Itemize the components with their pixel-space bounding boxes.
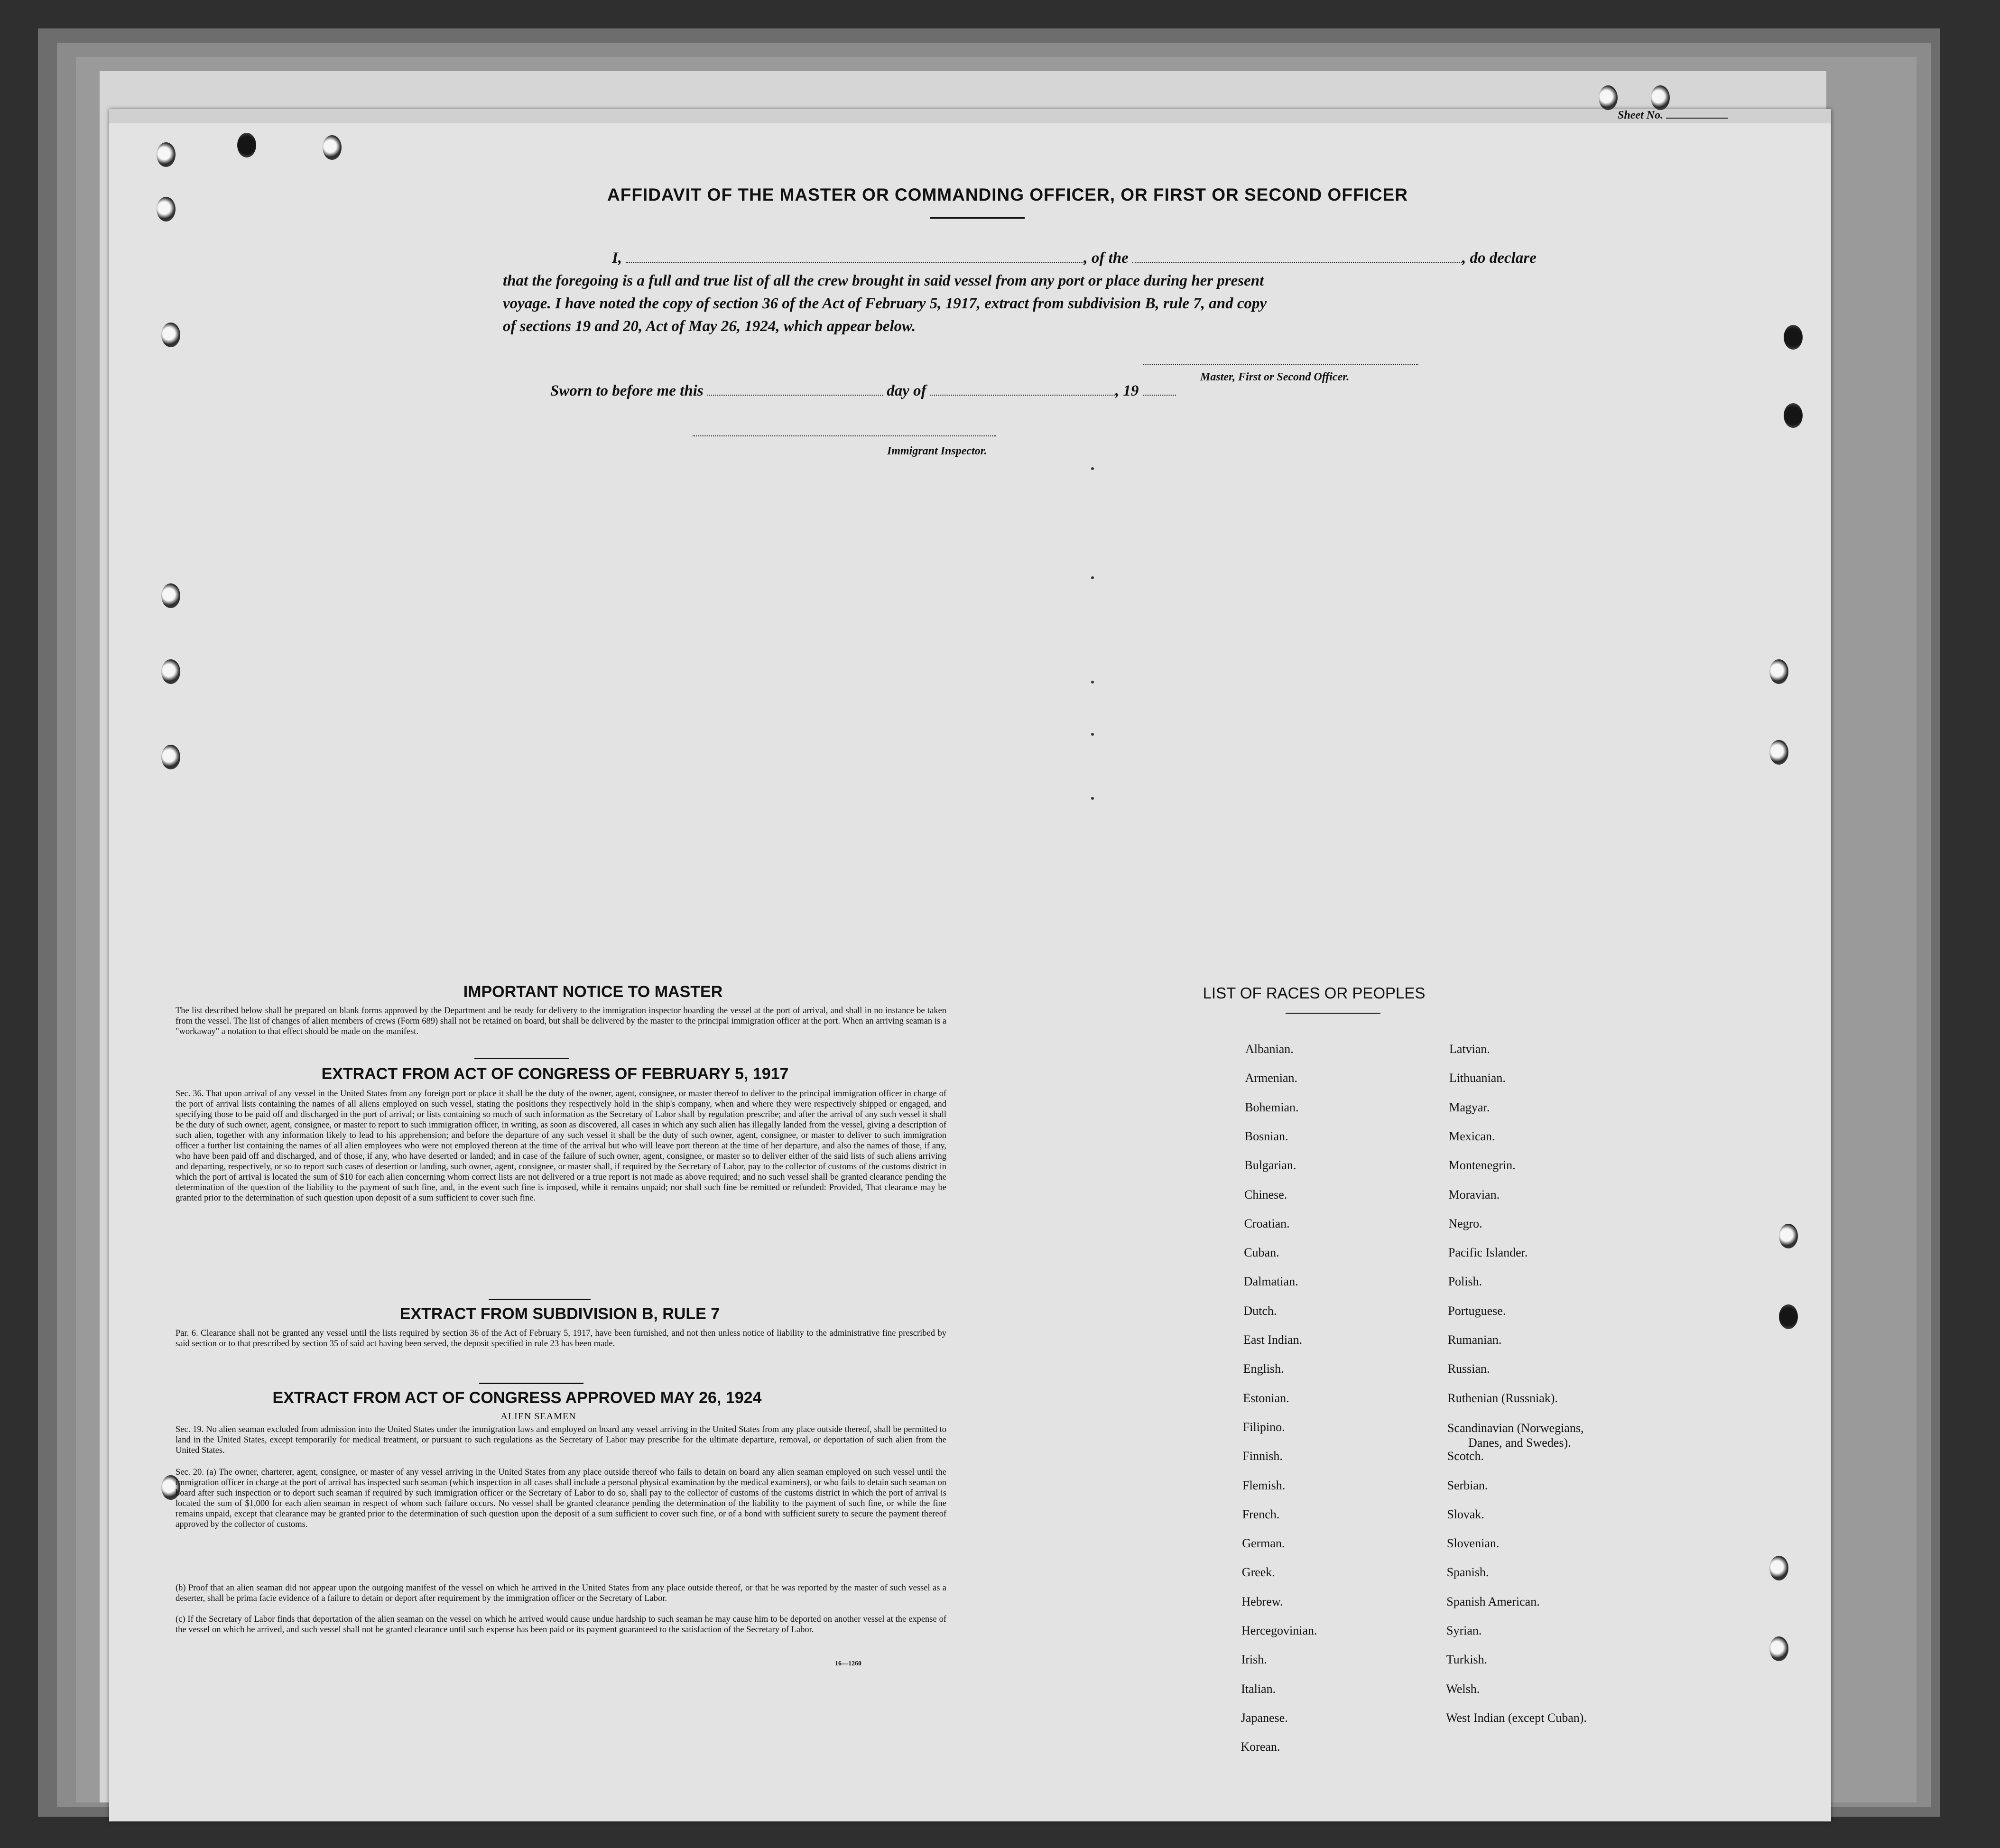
race-item: Scandinavian (Norwegians, bbox=[1447, 1421, 1584, 1435]
punch-hole-icon bbox=[1769, 740, 1788, 765]
punch-hole-icon bbox=[1651, 85, 1670, 110]
extract-1917-title: EXTRACT FROM ACT OF CONGRESS OF FEBRUARY 5, 1917 bbox=[321, 1065, 789, 1083]
inspector-signature-label: Immigrant Inspector. bbox=[887, 445, 987, 457]
race-item: Serbian. bbox=[1447, 1478, 1488, 1492]
notice-title: IMPORTANT NOTICE TO MASTER bbox=[463, 983, 723, 1001]
name-field[interactable] bbox=[626, 249, 1083, 263]
race-item: Pacific Islander. bbox=[1448, 1246, 1528, 1260]
sworn-year-field[interactable] bbox=[1143, 381, 1176, 396]
sec20b-text: (b) Proof that an alien seaman did not appear upon the outgoing manifest of the vessel on which he arrived in the United States from any place outside thereof, or that he was reported by the master of such vessel as a deserter, shall be prima facie evidence of a failure to detain or deport after requirement by the immigration officer or the Secretary of Labor. bbox=[176, 1583, 946, 1603]
alien-seamen-subtitle: ALIEN SEAMEN bbox=[500, 1411, 576, 1422]
punch-hole-icon bbox=[1784, 403, 1803, 428]
divider bbox=[479, 1383, 583, 1384]
master-signature-label: Master, First or Second Officer. bbox=[1200, 371, 1350, 383]
race-item: West Indian (except Cuban). bbox=[1446, 1710, 1587, 1725]
divider bbox=[474, 1058, 569, 1059]
race-item: Russian. bbox=[1447, 1362, 1490, 1376]
declaration-line-1: I, , of the , do declare bbox=[612, 249, 1537, 267]
race-item: Finnish. bbox=[1242, 1449, 1283, 1463]
race-item: Rumanian. bbox=[1448, 1333, 1502, 1347]
form-code: 16—1260 bbox=[835, 1660, 861, 1667]
race-item: Syrian. bbox=[1446, 1624, 1482, 1637]
race-item: Albanian. bbox=[1245, 1042, 1294, 1056]
punch-hole-icon bbox=[161, 323, 180, 347]
sec20a-text: Sec. 20. (a) The owner, charterer, agent, consignee, or master of any vessel arriving in the United States from any place outside thereof who fails to detain on board any alien seaman employed on such vessel until the immigration officer in charge at the port of arrival has inspected such seaman (which inspection in all cases shall include a personal physical examination by the medical examiners), or who fails to detain such seaman on board after such inspection or to deport such seaman if required by such immigration officer or the Secretary of Labor to do so, shall pay to the collector of customs of the customs district in which the port of arrival is located the sum of $1,000 for each alien seaman in respect of whom such failure occurs. No vessel shall be granted clearance pending the determination of the liability to the payment of such fine, or while the fine remains unpaid, except that clearance may be granted prior to the determination of such question upon the deposit of a sum sufficient to cover such fine, or of a bond with sufficient surety to secure the payment thereof approved by the collector of customs. bbox=[176, 1468, 946, 1529]
extract-rule7-title: EXTRACT FROM SUBDIVISION B, RULE 7 bbox=[399, 1305, 720, 1323]
race-item: Mexican. bbox=[1449, 1129, 1495, 1143]
race-item: Filipino. bbox=[1242, 1420, 1285, 1434]
affidavit-title: AFFIDAVIT OF THE MASTER OR COMMANDING OFFICER, OR FIRST OR SECOND OFFICER bbox=[607, 185, 1408, 204]
race-item: Polish. bbox=[1448, 1275, 1482, 1289]
inspector-signature-field[interactable] bbox=[693, 422, 996, 436]
race-item: Flemish. bbox=[1242, 1478, 1286, 1492]
race-item: Greek. bbox=[1241, 1565, 1275, 1580]
extract-1917-text: Sec. 36. That upon arrival of any vessel in the United States from any foreign port or place it shall be the duty of the owner, agent, consignee, or master thereof to deliver to the principal immigration officer in charge of the port of arrival lists containing the names of all aliens employed on such vessel, stating the positions they respectively hold in the ship's company, when and where they were respectively shipped or engaged, and specifying those to be paid off and discharged in the port of arrival; or lists containing so much of such information as the Secretary of Labor shall by regulation prescribe; and after the arrival of any such vessel it shall be the duty of such owner, agent, consignee, or master to report to such immigration officer, in writing, as soon as discovered, all cases in which any such alien has illegally landed from the vessel, giving a description of such alien, together with any information likely to lead to his apprehension; and before the departure of any such vessel it shall be the duty of such owner, agent, consignee, or master to deliver to such immigration officer a further list containing the names of all alien employees who were not employed thereon at the time of the arrival but who will leave port thereon at the time of her departure, and also the names of those, if any, who have been paid off and discharged, and of those, if any, who have deserted or landed; and in case of the failure of such owner, agent, consignee, or master so to deliver either of the said lists of such aliens arriving and departing, respectively, or so to report such cases of desertion or landing, such owner, agent, consignee, or master shall, if required by the Secretary of Labor, pay to the collector of customs of the customs district in which the port of arrival is located the sum of $10 for each alien concerning whom correct lists are not delivered or a true report is not made as above required; and no such vessel shall be granted clearance pending the determination of the question of the liability to the payment of such fine, and, in the event such fine is imposed, while it remains unpaid; nor shall such fine be remitted or refunded: Provided, That clearance may be granted prior to the determination of such question upon deposit of a sum sufficient to cover such fine. bbox=[176, 1089, 946, 1203]
race-item: Negro. bbox=[1448, 1216, 1482, 1230]
extract-rule7-text: Par. 6. Clearance shall not be granted any vessel until the lists required by section 36 of the Act of February 5, 1917, have been furnished, and not then unless notice of liability to the administrative fine prescribed by said section or to that prescribed by section 35 of said act having been served, the deposit specified in rule 23 has been made. bbox=[176, 1329, 946, 1349]
race-item: Korean. bbox=[1241, 1740, 1280, 1754]
race-item: Spanish. bbox=[1446, 1565, 1489, 1580]
punch-hole-icon bbox=[157, 142, 176, 167]
punch-hole-icon bbox=[161, 745, 180, 769]
master-signature-field[interactable] bbox=[1143, 351, 1418, 365]
divider bbox=[489, 1299, 591, 1300]
race-item: Welsh. bbox=[1446, 1682, 1480, 1696]
race-item: Irish. bbox=[1241, 1653, 1267, 1667]
race-item: Italian. bbox=[1241, 1682, 1276, 1696]
race-item: Armenian. bbox=[1245, 1071, 1298, 1085]
punch-hole-icon bbox=[1599, 85, 1618, 110]
races-title: LIST OF RACES OR PEOPLES bbox=[1203, 984, 1426, 1002]
sworn-line: Sworn to before me this day of , 19 bbox=[550, 379, 1176, 402]
punch-hole-icon bbox=[1784, 325, 1803, 350]
form-page bbox=[109, 109, 1831, 1821]
race-item: Lithuanian. bbox=[1449, 1071, 1506, 1085]
race-item: Chinese. bbox=[1244, 1187, 1287, 1201]
sec20c-text: (c) If the Secretary of Labor finds that deportation of the alien seaman on the vessel on which he arrived would cause undue hardship to such seaman he may cause him to be deported on another vessel at the expense of the vessel on which he arrived, and such vessel shall not be granted clearance until such expense has been paid or its payment guaranteed to the satisfaction of the Secretary of Labor. bbox=[176, 1615, 946, 1635]
race-item: Moravian. bbox=[1448, 1187, 1500, 1201]
race-item: Slovenian. bbox=[1446, 1536, 1500, 1551]
race-item: East Indian. bbox=[1243, 1333, 1303, 1347]
race-item: English. bbox=[1243, 1362, 1284, 1376]
sworn-month-field[interactable] bbox=[930, 381, 1115, 396]
race-item: Danes, and Swedes). bbox=[1468, 1435, 1571, 1450]
race-item: Magyar. bbox=[1449, 1100, 1490, 1114]
punch-hole-icon bbox=[161, 659, 180, 684]
punch-hole-icon bbox=[157, 197, 176, 222]
punch-hole-icon bbox=[1769, 659, 1788, 684]
race-item: Hebrew. bbox=[1241, 1594, 1283, 1608]
extract-1924-title: EXTRACT FROM ACT OF CONGRESS APPROVED MAY 26, 1924 bbox=[272, 1389, 762, 1407]
race-item: Slovak. bbox=[1447, 1507, 1484, 1521]
punch-hole-icon bbox=[1779, 1224, 1798, 1248]
race-item: Bosnian. bbox=[1244, 1129, 1288, 1143]
race-item: Dutch. bbox=[1243, 1303, 1277, 1318]
race-item: Bohemian. bbox=[1245, 1100, 1299, 1114]
race-item: Japanese. bbox=[1241, 1710, 1288, 1725]
declaration-line-2: that the foregoing is a full and true list of all the crew brought in said vessel from any port or place during her present bbox=[503, 272, 1264, 289]
vessel-field[interactable] bbox=[1132, 249, 1462, 263]
race-item: Bulgarian. bbox=[1244, 1158, 1296, 1173]
sworn-day-field[interactable] bbox=[707, 381, 883, 396]
race-item: Estonian. bbox=[1243, 1391, 1289, 1405]
declaration-line-4: of sections 19 and 20, Act of May 26, 1924, which appear below. bbox=[503, 318, 916, 335]
punch-hole-icon bbox=[1769, 1556, 1788, 1580]
punch-hole-icon bbox=[1769, 1636, 1788, 1661]
declaration-line-3: voyage. I have noted the copy of section 36 of the Act of February 5, 1917, extract from subdivision B, rule 7, and copy bbox=[503, 295, 1267, 312]
race-item: Latvian. bbox=[1449, 1042, 1490, 1056]
race-item: German. bbox=[1242, 1536, 1285, 1551]
sec19-text: Sec. 19. No alien seaman excluded from admission into the United States under the immigration laws and employed on board any vessel arriving in the United States from any place outside thereof, shall be permitted to land in the United States, except temporarily for medical treatment, or pursuant to such regulations as the Secretary of Labor may prescribe for the ultimate departure, removal, or deportation of such alien from the United States. bbox=[176, 1425, 946, 1455]
sheet-number-field: Sheet No. bbox=[1618, 109, 1728, 122]
race-item: Turkish. bbox=[1446, 1653, 1488, 1667]
punch-hole-icon bbox=[237, 133, 256, 157]
race-item: Dalmatian. bbox=[1243, 1275, 1298, 1289]
punch-hole-icon bbox=[1779, 1304, 1798, 1329]
race-item: Montenegrin. bbox=[1448, 1158, 1516, 1173]
notice-text: The list described below shall be prepared on blank forms approved by the Department and be ready for delivery to the immigration inspector boarding the vessel at the port of arrival, and shall in no instance be taken from the vessel. The list of changes of alien members of crews (Form 689) shall not be retained on board, but shall be delivered by the master to the principal immigration officer at the port. When an arriving seaman is a "workaway" a notation to that effect should be made on the manifest. bbox=[176, 1006, 946, 1036]
punch-hole-icon bbox=[323, 135, 342, 160]
race-item: Portuguese. bbox=[1448, 1303, 1506, 1318]
divider bbox=[930, 217, 1025, 219]
race-item: Scotch. bbox=[1447, 1449, 1484, 1463]
race-item: Ruthenian (Russniak). bbox=[1447, 1391, 1558, 1405]
punch-hole-icon bbox=[161, 583, 180, 608]
race-item: Hercegovinian. bbox=[1241, 1624, 1317, 1637]
race-item: Cuban. bbox=[1244, 1246, 1279, 1260]
race-item: Spanish American. bbox=[1446, 1594, 1540, 1608]
race-item: French. bbox=[1242, 1507, 1280, 1521]
divider bbox=[1286, 1013, 1380, 1014]
race-item: Croatian. bbox=[1244, 1216, 1290, 1230]
